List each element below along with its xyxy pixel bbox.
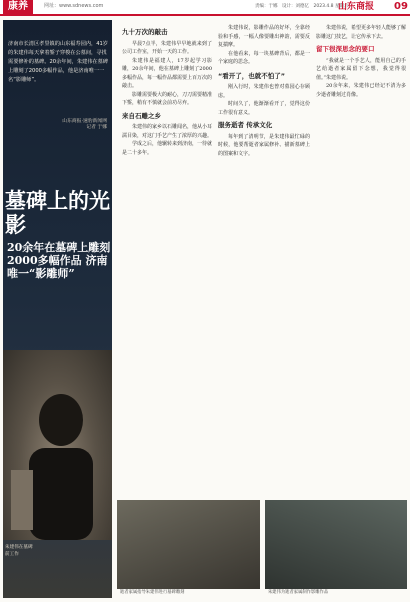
headline: 墓碑上的光影 xyxy=(5,188,110,237)
column2-paragraph: 刚入行时，朱建伟也曾对墓园心存顾虑。 xyxy=(218,84,310,99)
byline xyxy=(53,119,107,131)
lead-paragraph: 济南市长清区孝里镇的山东福寿园内，41岁的朱建伟每天拿着錾子穿梭在公墓间，寻找需要修补的墓碑。20余年间，朱建伟在墓碑上雕刻了2000多幅作品，他是济南唯一一名“影雕师”。 xyxy=(8,41,108,83)
article-column-3 xyxy=(316,24,406,494)
bottom-photo-2-caption: 朱建伟为逝者家属制作影雕作品 xyxy=(268,590,329,595)
column1-paragraph: 朱建伟是福建人，17岁起学习影雕，20余年间，他在墓碑上雕刻了2000多幅作品，每一幅作品都需要上百万次的敲击。 xyxy=(122,57,213,89)
editor-meta: 责编：于娜 设计：刘德亿 2023.4.8 星期六 xyxy=(255,4,349,9)
column2-paragraph: 朱建伟说，影雕作品的好坏，全靠经验和手感，一幅人像要雕出神韵，需要反复揣摩。 xyxy=(218,25,310,48)
column2-paragraph: 在他看来，每一块墓碑背后，都是一个家庭的思念。 xyxy=(218,50,310,65)
column1-paragraph: 影雕需要极大的耐心，刀刀需要精准下錾，稍有不慎就会前功尽弃。 xyxy=(122,91,213,106)
column3-paragraph: 朱建伟说，希望更多年轻人能够了解影雕这门技艺，让它传承下去。 xyxy=(316,25,407,40)
section-label: 康养 xyxy=(3,0,33,14)
portrait-figure-icon xyxy=(3,350,112,540)
column3-heading: 留下很深思念的要口 xyxy=(316,45,375,53)
article-column-2 xyxy=(218,24,310,494)
byline-reporter: 记者 于娜 xyxy=(86,125,107,130)
column2-paragraph: 每年到了清明节，是朱建伟最忙碌的时候，他要帮逝者家属修补、描新墓碑上的图案和文字。 xyxy=(218,133,310,157)
column1-heading-2: 来自石雕之乡 xyxy=(122,111,161,120)
newspaper-brand: 山东商报 xyxy=(338,2,375,12)
feature-panel xyxy=(3,20,112,598)
website-text: 网址：www.sdnews.com xyxy=(44,3,104,9)
bottom-photo-1 xyxy=(117,500,260,589)
bottom-photo-1-caption: 逝者家属指导朱建伟进行墓碑雕刻 xyxy=(120,590,185,595)
subheadline: 20余年在墓碑上雕刻2000多幅作品 济南唯一“影雕师” xyxy=(7,241,111,280)
column1-paragraph: 学成之后，他辗转来到济南，一待就是二十多年。 xyxy=(122,141,213,156)
column1-paragraph: 早晨7点半，朱建伟早早地就来到了公司工作室，开始一天的工作。 xyxy=(122,40,212,55)
column3-paragraph: “我就是一个手艺人，能用自己的手艺给逝者家属留下念想，我觉得很值。”朱建伟说。 xyxy=(316,57,406,81)
column3-paragraph: 20余年来，朱建伟已经记不清为多少逝者雕刻过肖像。 xyxy=(316,83,406,98)
article-column-1 xyxy=(122,24,212,494)
column1-heading: 九十万次的敲击 xyxy=(122,28,168,36)
portrait-photo xyxy=(3,350,112,540)
column2-heading-2: 服务逝者 传承文化 xyxy=(218,121,273,129)
column2-paragraph: 时间久了，他渐渐看开了，觉得这份工作很有意义。 xyxy=(218,101,310,116)
bottom-photo-2 xyxy=(265,500,407,589)
column2-heading: “看开了，也就不怕了” xyxy=(218,71,286,80)
column1-paragraph: 朱建伟的家乡以石雕闻名，他从小耳濡目染，对这门手艺产生了浓厚的兴趣。 xyxy=(122,124,213,139)
page-number: 09 xyxy=(394,1,408,12)
portrait-caption: 朱建伟在墓碑前工作 xyxy=(5,545,33,557)
page-header xyxy=(0,0,410,16)
byline-outlet: 山东商报·速豹新闻网 xyxy=(62,119,107,124)
